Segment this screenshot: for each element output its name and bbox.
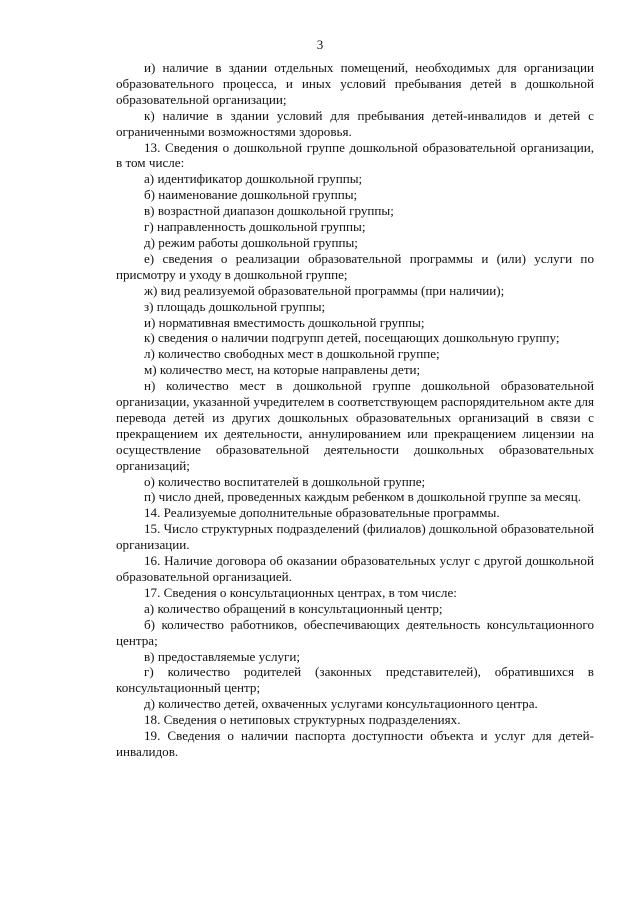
paragraph: и) наличие в здании отдельных помещений, необходимых для организации образовательного процесса, и иных условий пребывания детей в дошкольной образовательной организации; xyxy=(116,60,594,107)
list-item: к) сведения о наличии подгрупп детей, посещающих дошкольную группу; xyxy=(144,330,560,346)
list-item: з) площадь дошкольной группы; xyxy=(144,298,326,314)
list-item: д) количество детей, охваченных услугами консультационного центра. xyxy=(144,696,538,712)
list-item: м) количество мест, на которые направлены дети; xyxy=(144,362,421,378)
list-item: г) направленность дошкольной группы; xyxy=(144,219,366,235)
document-body xyxy=(116,60,594,760)
list-item: л) количество свободных мест в дошкольной группе; xyxy=(144,346,440,362)
list-item: в) возрастной диапазон дошкольной группы; xyxy=(144,203,394,219)
paragraph: 19. Сведения о наличии паспорта доступности объекта и услуг для детей-инвалидов. xyxy=(116,728,594,759)
list-item: ж) вид реализуемой образовательной программы (при наличии); xyxy=(144,282,505,298)
paragraph: 18. Сведения о нетиповых структурных подразделениях. xyxy=(144,712,461,728)
list-item: е) сведения о реализации образовательной программы и (или) услуги по присмотру и уходу в дошкольной группе; xyxy=(116,250,594,282)
list-item: в) предоставляемые услуги; xyxy=(144,648,301,664)
paragraph: 15. Число структурных подразделений (филиалов) дошкольной образовательной организации. xyxy=(116,521,594,553)
paragraph: 16. Наличие договора об оказании образовательных услуг с другой дошкольной образовательной организацией. xyxy=(116,553,594,584)
list-item: б) количество работников, обеспечивающих деятельность консультационного центра; xyxy=(116,616,594,648)
list-item: о) количество воспитателей в дошкольной группе; xyxy=(144,473,426,489)
list-item: п) число дней, проведенных каждым ребенком в дошкольной группе за месяц. xyxy=(144,489,581,505)
list-item: г) количество родителей (законных представителей), обратившихся в консультационный центр; xyxy=(116,664,594,696)
paragraph: 14. Реализуемые дополнительные образовательные программы. xyxy=(144,505,500,521)
page-number: 3 xyxy=(316,37,324,52)
paragraph: 17. Сведения о консультационных центрах, в том числе: xyxy=(144,584,457,600)
list-item: а) идентификатор дошкольной группы; xyxy=(144,171,363,187)
list-item: н) количество мест в дошкольной группе дошкольной образовательной организации, указанной учредителем в соответствующем распорядительном акте для перевода детей из других дошкольных образовательных организаций в связи с прекращением их деятельности, аннулированием или прекращением лицензии на осуществление образовательной деятельности дошкольных образовательных организаций; xyxy=(116,378,594,473)
list-item: б) наименование дошкольной группы; xyxy=(144,187,358,203)
list-item: и) нормативная вместимость дошкольной группы; xyxy=(144,314,425,330)
paragraph: 13. Сведения о дошкольной группе дошкольной образовательной организации, в том числе: xyxy=(116,139,594,171)
list-item: а) количество обращений в консультационный центр; xyxy=(144,600,443,616)
list-item: д) режим работы дошкольной группы; xyxy=(144,234,358,250)
paragraph: к) наличие в здании условий для пребывания детей-инвалидов и детей с ограниченными возможностями здоровья. xyxy=(116,107,594,139)
